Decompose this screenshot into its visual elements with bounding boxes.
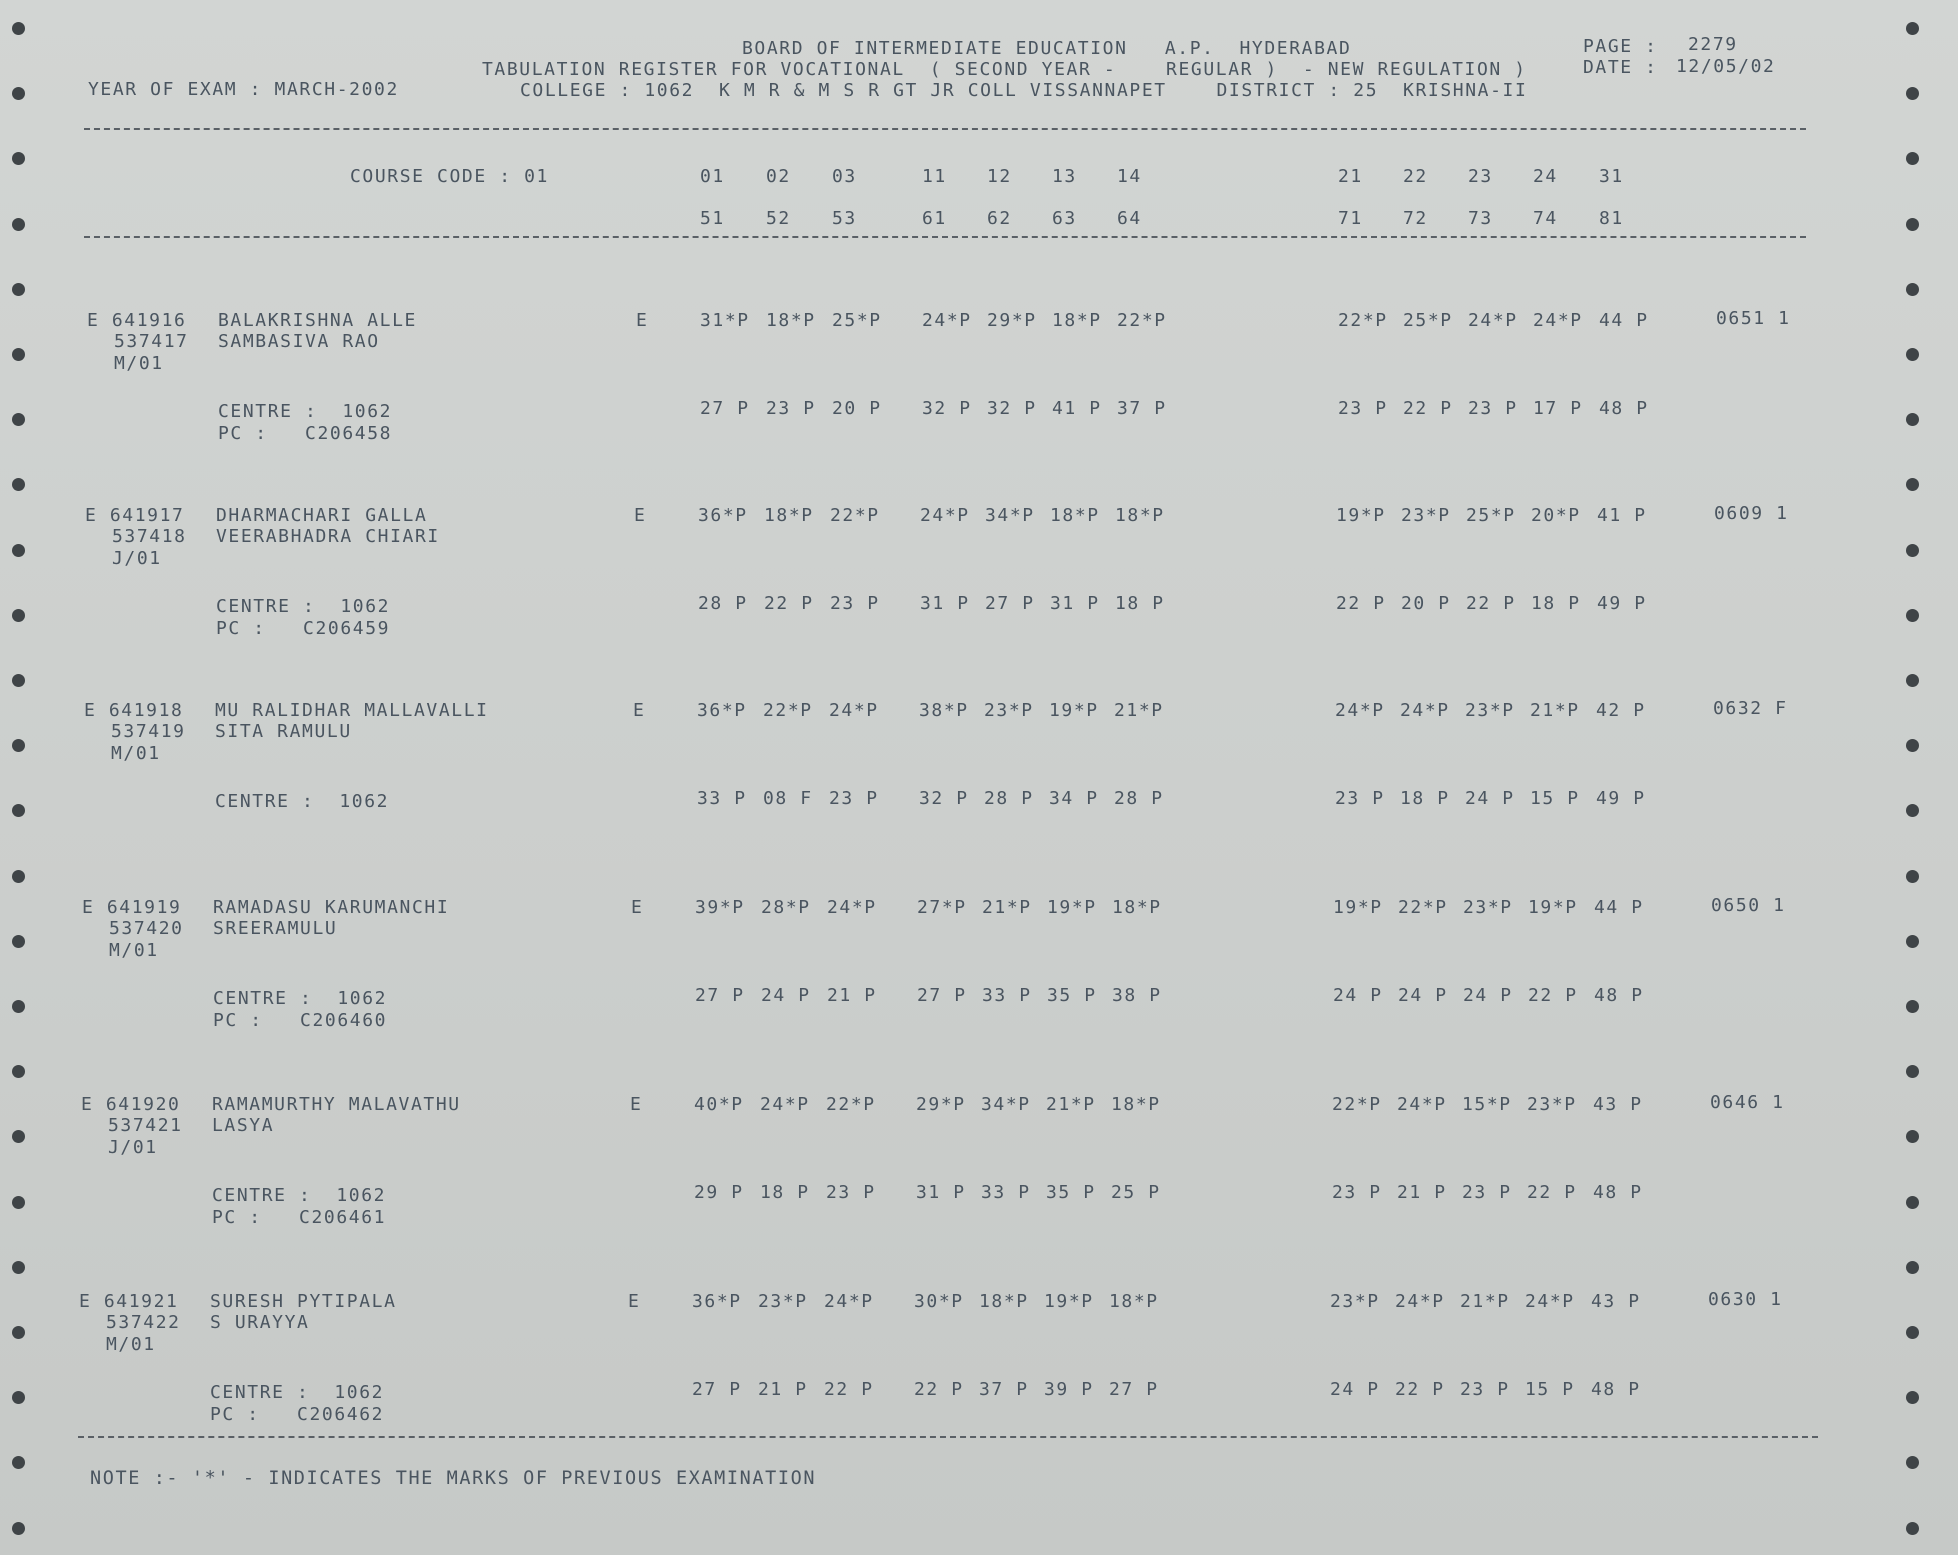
first-year-mark: 21*P (1046, 1094, 1096, 1115)
tractor-hole (1906, 609, 1919, 622)
first-year-mark: 18*P (1111, 1094, 1161, 1115)
tractor-hole (1906, 870, 1919, 883)
first-year-mark: 24*P (1533, 310, 1583, 331)
first-year-mark: 24*P (760, 1094, 810, 1115)
second-year-mark: 31 P (916, 1182, 966, 1203)
total-and-result: 0630 1 (1708, 1289, 1783, 1310)
first-year-mark: 24*P (1400, 700, 1450, 721)
first-year-mark: 24*P (824, 1291, 874, 1312)
tractor-hole (1906, 478, 1919, 491)
tractor-hole (1906, 1456, 1919, 1469)
subject-code: 12 (987, 166, 1012, 187)
pc-number: PC : C206462 (210, 1404, 385, 1425)
tractor-hole (1906, 1391, 1919, 1404)
second-year-mark: 22 P (1336, 593, 1386, 614)
first-year-mark: 24*P (1525, 1291, 1575, 1312)
medium: E (634, 505, 647, 526)
tractor-hole (1906, 283, 1919, 296)
date-label: DATE : (1583, 57, 1658, 78)
note-line: NOTE :- '*' - INDICATES THE MARKS OF PREVIOUS EXAMINATION (90, 1468, 817, 1489)
total-and-result: 0609 1 (1714, 503, 1789, 524)
second-year-mark: 48 P (1594, 985, 1644, 1006)
first-year-mark: 21*P (1460, 1291, 1510, 1312)
second-year-mark: 27 P (985, 593, 1035, 614)
subject-code: 02 (766, 166, 791, 187)
first-year-mark: 36*P (692, 1291, 742, 1312)
second-year-mark: 33 P (697, 788, 747, 809)
second-year-mark: 41 P (1052, 398, 1102, 419)
second-year-mark: 22 P (1527, 1182, 1577, 1203)
first-year-mark: 29*P (916, 1094, 966, 1115)
student-name: RAMAMURTHY MALAVATHU (212, 1094, 461, 1115)
first-year-mark: 22*P (830, 505, 880, 526)
tractor-hole (1906, 1065, 1919, 1078)
first-year-mark: 38*P (919, 700, 969, 721)
medium: E (630, 1094, 643, 1115)
second-year-mark: 18 P (1400, 788, 1450, 809)
hall-ticket-number: E 641919 (82, 897, 182, 918)
first-year-mark: 19*P (1336, 505, 1386, 526)
total-and-result: 0632 F (1713, 698, 1788, 719)
subject-code: 22 (1403, 166, 1428, 187)
second-year-mark: 20 P (1401, 593, 1451, 614)
total-and-result: 0646 1 (1710, 1092, 1785, 1113)
subject-code: 11 (922, 166, 947, 187)
total-and-result: 0650 1 (1711, 895, 1786, 916)
tractor-hole (12, 1326, 25, 1339)
father-name: SREERAMULU (213, 918, 338, 939)
first-year-mark: 44 P (1594, 897, 1644, 918)
student-name: SURESH PYTIPALA (210, 1291, 397, 1312)
first-year-mark: 42 P (1596, 700, 1646, 721)
subject-code: 23 (1468, 166, 1493, 187)
subject-code: 21 (1338, 166, 1363, 187)
second-year-mark: 15 P (1525, 1379, 1575, 1400)
footer-rule (78, 1436, 1818, 1438)
tractor-hole (1906, 1196, 1919, 1209)
hall-ticket-number: E 641916 (87, 310, 187, 331)
second-year-mark: 48 P (1593, 1182, 1643, 1203)
father-name: LASYA (212, 1115, 275, 1136)
second-year-mark: 23 P (830, 593, 880, 614)
first-year-mark: 27*P (917, 897, 967, 918)
tractor-hole (1906, 1000, 1919, 1013)
first-year-mark: 24*P (1397, 1094, 1447, 1115)
second-year-mark: 38 P (1112, 985, 1162, 1006)
pc-number: PC : C206460 (213, 1010, 388, 1031)
second-year-mark: 23 P (1460, 1379, 1510, 1400)
left-tractor-holes (12, 0, 32, 1555)
first-year-mark: 23*P (1465, 700, 1515, 721)
subject-code: 74 (1533, 208, 1558, 229)
subject-code: 52 (766, 208, 791, 229)
second-year-mark: 23 P (1468, 398, 1518, 419)
medium: E (636, 310, 649, 331)
subject-code: 72 (1403, 208, 1428, 229)
pc-number: PC : C206458 (218, 423, 393, 444)
first-year-mark: 39*P (695, 897, 745, 918)
second-year-mark: 24 P (761, 985, 811, 1006)
second-year-mark: 18 P (1115, 593, 1165, 614)
tractor-hole (1906, 413, 1919, 426)
tractor-hole (1906, 87, 1919, 100)
first-year-mark: 22*P (826, 1094, 876, 1115)
first-year-mark: 25*P (832, 310, 882, 331)
first-year-mark: 25*P (1466, 505, 1516, 526)
second-year-mark: 33 P (981, 1182, 1031, 1203)
second-year-mark: 25 P (1111, 1182, 1161, 1203)
first-year-mark: 22*P (1338, 310, 1388, 331)
subject-code: 53 (832, 208, 857, 229)
tractor-hole (12, 152, 25, 165)
subject-code: 73 (1468, 208, 1493, 229)
second-year-mark: 32 P (987, 398, 1037, 419)
first-year-mark: 18*P (1109, 1291, 1159, 1312)
second-year-mark: 24 P (1465, 788, 1515, 809)
second-year-mark: 21 P (1397, 1182, 1447, 1203)
first-year-mark: 18*P (764, 505, 814, 526)
second-year-mark: 23 P (829, 788, 879, 809)
second-year-mark: 39 P (1044, 1379, 1094, 1400)
tractor-hole (12, 1522, 25, 1535)
board-title: BOARD OF INTERMEDIATE EDUCATION A.P. HYDERABAD (742, 38, 1352, 59)
first-year-mark: 21*P (982, 897, 1032, 918)
first-year-mark: 18*P (979, 1291, 1029, 1312)
first-year-mark: 25*P (1403, 310, 1453, 331)
subject-code: 81 (1599, 208, 1624, 229)
second-year-mark: 35 P (1047, 985, 1097, 1006)
gender-group: J/01 (112, 548, 162, 569)
centre-code: CENTRE : 1062 (218, 401, 393, 422)
subject-code: 03 (832, 166, 857, 187)
first-year-mark: 24*P (1395, 1291, 1445, 1312)
second-year-mark: 48 P (1591, 1379, 1641, 1400)
hall-ticket-number: E 641918 (84, 700, 184, 721)
father-name: S URAYYA (210, 1312, 310, 1333)
tractor-hole (12, 739, 25, 752)
subject-code: 51 (700, 208, 725, 229)
second-year-mark: 31 P (920, 593, 970, 614)
tractor-hole (1906, 1326, 1919, 1339)
pc-number: PC : C206461 (212, 1207, 387, 1228)
first-year-mark: 23*P (1330, 1291, 1380, 1312)
first-year-mark: 19*P (1047, 897, 1097, 918)
second-year-mark: 24 P (1330, 1379, 1380, 1400)
first-year-mark: 23*P (1463, 897, 1513, 918)
first-year-mark: 18*P (1052, 310, 1102, 331)
page-label: PAGE : (1583, 36, 1658, 57)
tractor-hole (12, 544, 25, 557)
registration-number: 537418 (112, 526, 187, 547)
second-year-mark: 49 P (1597, 593, 1647, 614)
second-year-mark: 23 P (1338, 398, 1388, 419)
first-year-mark: 24*P (829, 700, 879, 721)
registration-number: 537417 (114, 331, 189, 352)
register-title: TABULATION REGISTER FOR VOCATIONAL ( SECOND YEAR - REGULAR ) - NEW REGULATION ) (482, 59, 1527, 80)
first-year-mark: 22*P (1398, 897, 1448, 918)
pc-number: PC : C206459 (216, 618, 391, 639)
header-rule-bottom (84, 236, 1806, 238)
gender-group: M/01 (114, 353, 164, 374)
tractor-hole (12, 804, 25, 817)
second-year-mark: 24 P (1463, 985, 1513, 1006)
subject-code: 62 (987, 208, 1012, 229)
first-year-mark: 20*P (1531, 505, 1581, 526)
total-and-result: 0651 1 (1716, 308, 1791, 329)
tractor-hole (12, 870, 25, 883)
centre-code: CENTRE : 1062 (213, 988, 388, 1009)
tractor-hole (1906, 674, 1919, 687)
medium: E (633, 700, 646, 721)
gender-group: M/01 (106, 1334, 156, 1355)
tractor-hole (12, 1196, 25, 1209)
second-year-mark: 24 P (1333, 985, 1383, 1006)
year-of-exam: YEAR OF EXAM : MARCH-2002 (88, 79, 399, 100)
second-year-mark: 27 P (917, 985, 967, 1006)
second-year-mark: 37 P (1117, 398, 1167, 419)
registration-number: 537422 (106, 1312, 181, 1333)
second-year-mark: 49 P (1596, 788, 1646, 809)
father-name: VEERABHADRA CHIARI (216, 526, 440, 547)
first-year-mark: 28*P (761, 897, 811, 918)
second-year-mark: 29 P (694, 1182, 744, 1203)
first-year-mark: 36*P (698, 505, 748, 526)
second-year-mark: 28 P (698, 593, 748, 614)
first-year-mark: 24*P (1335, 700, 1385, 721)
student-name: RAMADASU KARUMANCHI (213, 897, 450, 918)
first-year-mark: 24*P (920, 505, 970, 526)
subject-code: 71 (1338, 208, 1363, 229)
tractor-hole (1906, 22, 1919, 35)
tractor-hole (1906, 1522, 1919, 1535)
second-year-mark: 08 F (763, 788, 813, 809)
first-year-mark: 19*P (1049, 700, 1099, 721)
first-year-mark: 43 P (1593, 1094, 1643, 1115)
tractor-hole (12, 1456, 25, 1469)
hall-ticket-number: E 641921 (79, 1291, 179, 1312)
first-year-mark: 18*P (1115, 505, 1165, 526)
gender-group: J/01 (108, 1137, 158, 1158)
first-year-mark: 43 P (1591, 1291, 1641, 1312)
registration-number: 537421 (108, 1115, 183, 1136)
first-year-mark: 30*P (914, 1291, 964, 1312)
tractor-hole (1906, 152, 1919, 165)
tractor-hole (12, 413, 25, 426)
tractor-hole (1906, 544, 1919, 557)
tractor-hole (12, 935, 25, 948)
second-year-mark: 18 P (760, 1182, 810, 1203)
first-year-mark: 21*P (1530, 700, 1580, 721)
second-year-mark: 18 P (1531, 593, 1581, 614)
tractor-hole (1906, 1261, 1919, 1274)
first-year-mark: 34*P (985, 505, 1035, 526)
tractor-hole (12, 348, 25, 361)
tractor-hole (12, 1261, 25, 1274)
first-year-mark: 21*P (1114, 700, 1164, 721)
tractor-hole (12, 1065, 25, 1078)
second-year-mark: 23 P (1332, 1182, 1382, 1203)
first-year-mark: 22*P (1332, 1094, 1382, 1115)
second-year-mark: 22 P (1403, 398, 1453, 419)
tractor-hole (12, 674, 25, 687)
tractor-hole (1906, 804, 1919, 817)
subject-code: 13 (1052, 166, 1077, 187)
second-year-mark: 21 P (827, 985, 877, 1006)
first-year-mark: 24*P (827, 897, 877, 918)
tractor-hole (12, 283, 25, 296)
second-year-mark: 22 P (914, 1379, 964, 1400)
first-year-mark: 29*P (987, 310, 1037, 331)
second-year-mark: 33 P (982, 985, 1032, 1006)
subject-code: 01 (700, 166, 725, 187)
registration-number: 537420 (109, 918, 184, 939)
tractor-hole (12, 218, 25, 231)
hall-ticket-number: E 641920 (81, 1094, 181, 1115)
father-name: SITA RAMULU (215, 721, 352, 742)
tractor-hole (12, 609, 25, 622)
first-year-mark: 19*P (1333, 897, 1383, 918)
second-year-mark: 27 P (700, 398, 750, 419)
second-year-mark: 23 P (1335, 788, 1385, 809)
second-year-mark: 20 P (832, 398, 882, 419)
tractor-hole (1906, 348, 1919, 361)
first-year-mark: 23*P (1401, 505, 1451, 526)
gender-group: M/01 (109, 940, 159, 961)
first-year-mark: 44 P (1599, 310, 1649, 331)
second-year-mark: 21 P (758, 1379, 808, 1400)
first-year-mark: 24*P (922, 310, 972, 331)
second-year-mark: 35 P (1046, 1182, 1096, 1203)
first-year-mark: 15*P (1462, 1094, 1512, 1115)
tractor-hole (1906, 739, 1919, 752)
medium: E (628, 1291, 641, 1312)
second-year-mark: 31 P (1050, 593, 1100, 614)
first-year-mark: 22*P (763, 700, 813, 721)
tractor-hole (12, 1130, 25, 1143)
tractor-hole (12, 1391, 25, 1404)
second-year-mark: 28 P (984, 788, 1034, 809)
second-year-mark: 22 P (1528, 985, 1578, 1006)
tractor-hole (1906, 218, 1919, 231)
tractor-hole (12, 87, 25, 100)
course-code: COURSE CODE : 01 (350, 166, 549, 187)
student-name: DHARMACHARI GALLA (216, 505, 428, 526)
tractor-hole (1906, 1130, 1919, 1143)
first-year-mark: 34*P (981, 1094, 1031, 1115)
first-year-mark: 24*P (1468, 310, 1518, 331)
first-year-mark: 19*P (1528, 897, 1578, 918)
centre-code: CENTRE : 1062 (212, 1185, 387, 1206)
subject-code: 24 (1533, 166, 1558, 187)
second-year-mark: 17 P (1533, 398, 1583, 419)
tractor-hole (12, 22, 25, 35)
first-year-mark: 19*P (1044, 1291, 1094, 1312)
second-year-mark: 24 P (1398, 985, 1448, 1006)
first-year-mark: 22*P (1117, 310, 1167, 331)
first-year-mark: 41 P (1597, 505, 1647, 526)
first-year-mark: 18*P (1112, 897, 1162, 918)
right-tractor-holes (1906, 0, 1926, 1555)
first-year-mark: 40*P (694, 1094, 744, 1115)
second-year-mark: 27 P (1109, 1379, 1159, 1400)
centre-code: CENTRE : 1062 (215, 791, 390, 812)
first-year-mark: 23*P (984, 700, 1034, 721)
father-name: SAMBASIVA RAO (218, 331, 380, 352)
tractor-hole (1906, 935, 1919, 948)
centre-code: CENTRE : 1062 (210, 1382, 385, 1403)
first-year-mark: 18*P (1050, 505, 1100, 526)
tractor-hole (12, 478, 25, 491)
second-year-mark: 23 P (826, 1182, 876, 1203)
medium: E (631, 897, 644, 918)
date-value: 12/05/02 (1676, 56, 1776, 77)
second-year-mark: 48 P (1599, 398, 1649, 419)
second-year-mark: 22 P (1466, 593, 1516, 614)
registration-number: 537419 (111, 721, 186, 742)
student-name: MU RALIDHAR MALLAVALLI (215, 700, 489, 721)
second-year-mark: 32 P (919, 788, 969, 809)
gender-group: M/01 (111, 743, 161, 764)
subject-code: 63 (1052, 208, 1077, 229)
second-year-mark: 22 P (764, 593, 814, 614)
second-year-mark: 34 P (1049, 788, 1099, 809)
second-year-mark: 22 P (824, 1379, 874, 1400)
first-year-mark: 23*P (1527, 1094, 1577, 1115)
subject-code: 64 (1117, 208, 1142, 229)
first-year-mark: 31*P (700, 310, 750, 331)
tractor-hole (12, 1000, 25, 1013)
first-year-mark: 18*P (766, 310, 816, 331)
second-year-mark: 28 P (1114, 788, 1164, 809)
page-number: 2279 (1688, 34, 1738, 55)
first-year-mark: 23*P (758, 1291, 808, 1312)
subject-code: 61 (922, 208, 947, 229)
second-year-mark: 22 P (1395, 1379, 1445, 1400)
second-year-mark: 23 P (1462, 1182, 1512, 1203)
student-name: BALAKRISHNA ALLE (218, 310, 417, 331)
hall-ticket-number: E 641917 (85, 505, 185, 526)
second-year-mark: 27 P (695, 985, 745, 1006)
centre-code: CENTRE : 1062 (216, 596, 391, 617)
subject-code: 14 (1117, 166, 1142, 187)
college-line: COLLEGE : 1062 K M R & M S R GT JR COLL VISSANNAPET DISTRICT : 25 KRISHNA-II (520, 80, 1528, 101)
second-year-mark: 32 P (922, 398, 972, 419)
second-year-mark: 15 P (1530, 788, 1580, 809)
second-year-mark: 23 P (766, 398, 816, 419)
header-rule-top (84, 128, 1806, 130)
subject-code: 31 (1599, 166, 1624, 187)
second-year-mark: 27 P (692, 1379, 742, 1400)
first-year-mark: 36*P (697, 700, 747, 721)
second-year-mark: 37 P (979, 1379, 1029, 1400)
